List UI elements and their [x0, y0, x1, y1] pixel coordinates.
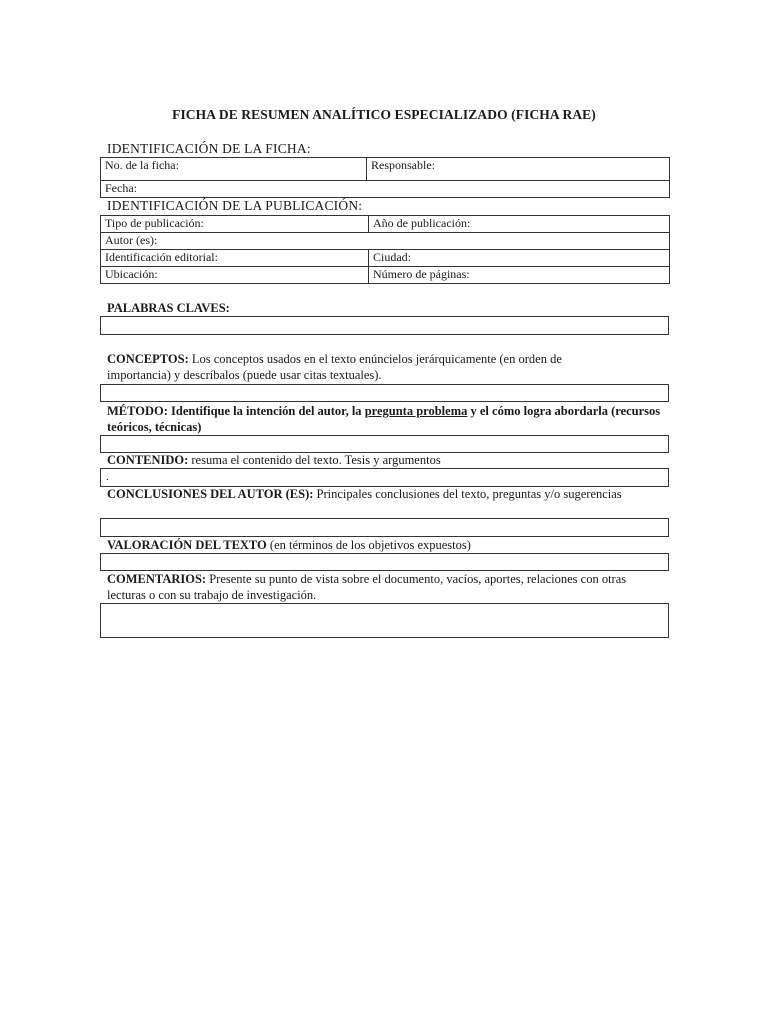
comentarios-heading: COMENTARIOS: — [107, 572, 207, 586]
metodo-heading: MÉTODO: — [107, 404, 168, 418]
contenido-block — [107, 452, 627, 468]
conceptos-block — [107, 351, 627, 383]
ciudad-cell[interactable] — [369, 250, 670, 267]
conceptos-box[interactable] — [100, 384, 669, 402]
contenido-heading: CONTENIDO: — [107, 453, 189, 467]
contenido-box[interactable] — [100, 468, 669, 487]
metodo-block — [107, 403, 667, 435]
conclusiones-heading: CONCLUSIONES DEL AUTOR (ES): — [107, 487, 314, 501]
contenido-instructions: resuma el contenido del texto. Tesis y argumentos — [191, 453, 441, 467]
table-row — [101, 267, 670, 284]
comentarios-instructions: Presente su punto de vista sobre el documento, vacíos, aportes, relaciones con otras lecturas o con su trabajo de investigación. — [107, 572, 627, 602]
autor-cell[interactable] — [101, 233, 670, 250]
ficha-responsable-label: Responsable: — [371, 158, 435, 172]
valoracion-instructions: (en términos de los objetivos expuestos) — [269, 538, 471, 552]
table-row — [101, 233, 670, 250]
comentarios-block — [107, 571, 627, 603]
editorial-cell[interactable] — [101, 250, 369, 267]
ficha-section-heading: IDENTIFICACIÓN DE LA FICHA: — [107, 141, 311, 156]
metodo-box[interactable] — [100, 435, 669, 453]
valoracion-box[interactable] — [100, 553, 669, 571]
editorial-label: Identificación editorial: — [105, 250, 218, 264]
tipo-publicacion-label: Tipo de publicación: — [105, 216, 204, 230]
palabras-claves-box[interactable] — [100, 316, 669, 335]
valoracion-heading: VALORACIÓN DEL TEXTO — [107, 538, 267, 552]
ficha-fecha-label: Fecha: — [105, 181, 137, 195]
conceptos-heading: CONCEPTOS: — [107, 352, 189, 366]
ficha-responsable-cell[interactable] — [367, 158, 670, 181]
ubicacion-label: Ubicación: — [105, 267, 158, 281]
publicacion-table — [100, 215, 670, 284]
anio-publicacion-label: Año de publicación: — [373, 216, 471, 230]
metodo-text-b: y el cómo logra abordarla (recursos teóricos, técnicas) — [107, 404, 661, 434]
conceptos-instructions: Los conceptos usados en el texto enúncielos jerárquicamente (en orden de importancia) y descríbalos (puede usar citas textuales). — [107, 352, 562, 382]
ubicacion-cell[interactable] — [101, 267, 369, 284]
metodo-text-a: Identifique la intención del autor, la — [171, 404, 362, 418]
publicacion-section-heading: IDENTIFICACIÓN DE LA PUBLICACIÓN: — [107, 198, 363, 213]
table-row — [101, 216, 670, 233]
ficha-numero-label: No. de la ficha: — [105, 158, 179, 172]
tipo-publicacion-cell[interactable] — [101, 216, 369, 233]
table-row — [101, 158, 670, 181]
ficha-fecha-cell[interactable] — [101, 181, 670, 198]
metodo-text-underlined: pregunta problema — [364, 404, 468, 418]
ficha-numero-cell[interactable] — [101, 158, 367, 181]
table-row — [101, 250, 670, 267]
paginas-cell[interactable] — [369, 267, 670, 284]
valoracion-block — [107, 537, 627, 553]
table-row — [101, 181, 670, 198]
conclusiones-instructions: Principales conclusiones del texto, preguntas y/o sugerencias — [316, 487, 622, 501]
contenido-box-text: . — [106, 471, 109, 483]
autor-label: Autor (es): — [105, 233, 158, 247]
conclusiones-box[interactable] — [100, 518, 669, 537]
comentarios-box[interactable] — [100, 603, 669, 638]
paginas-label: Número de páginas: — [373, 267, 470, 281]
ciudad-label: Ciudad: — [373, 250, 411, 264]
conclusiones-block — [107, 486, 627, 502]
anio-publicacion-cell[interactable] — [369, 216, 670, 233]
ficha-table — [100, 157, 670, 198]
palabras-claves-heading: PALABRAS CLAVES: — [107, 301, 230, 315]
document-title: FICHA DE RESUMEN ANALÍTICO ESPECIALIZADO (FICHA RAE) — [172, 107, 596, 122]
